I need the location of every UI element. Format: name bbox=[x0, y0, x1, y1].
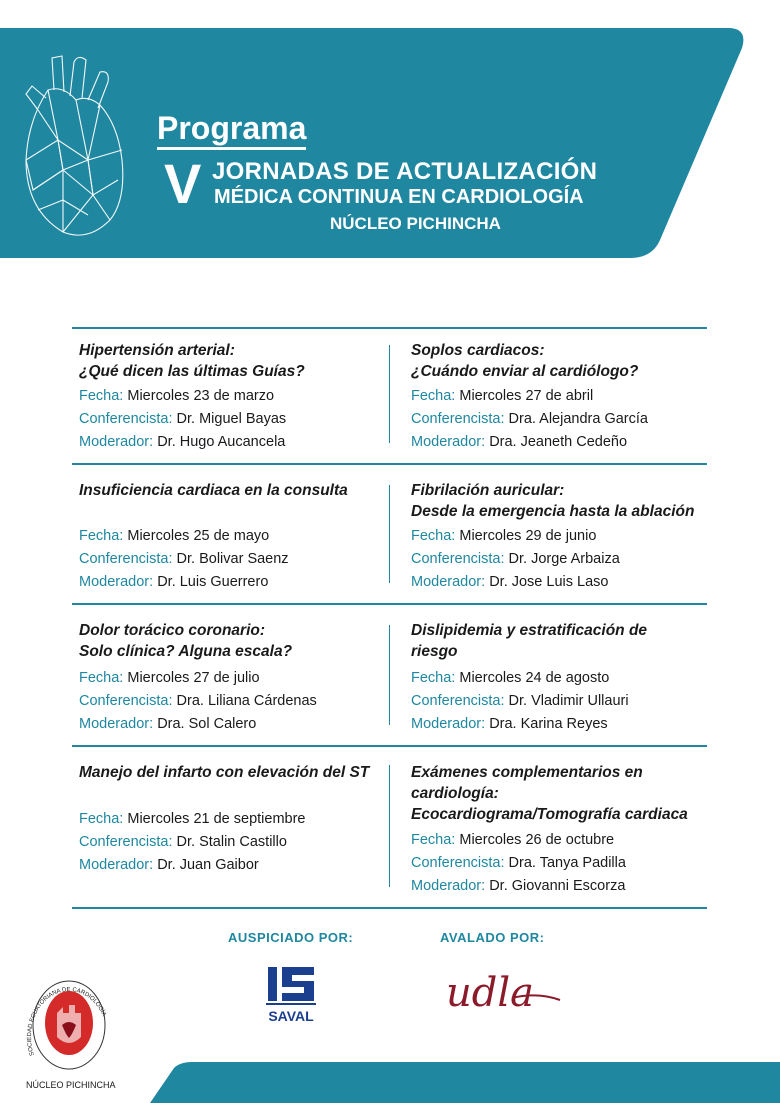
session-title-line: Exámenes complementarios en bbox=[411, 764, 643, 781]
fecha-label: Fecha: bbox=[411, 832, 456, 848]
moderador-value: Dra. Karina Reyes bbox=[489, 716, 608, 732]
moderador-label: Moderador: bbox=[411, 574, 486, 590]
session-title-line: Hipertensión arterial: bbox=[79, 342, 235, 359]
column-divider bbox=[389, 625, 390, 725]
event-title-line1: JORNADAS DE ACTUALIZACIÓN bbox=[212, 158, 598, 185]
divider bbox=[72, 463, 707, 465]
fecha-label: Fecha: bbox=[79, 811, 124, 827]
session-title-line: Manejo del infarto con elevación del ST bbox=[79, 764, 370, 781]
moderador-label: Moderador: bbox=[411, 716, 486, 732]
fecha-value: Miercoles 24 de agosto bbox=[459, 670, 610, 686]
session-title-line: riesgo bbox=[411, 643, 458, 660]
session-card bbox=[79, 762, 384, 877]
divider bbox=[72, 327, 707, 329]
session-card bbox=[411, 762, 716, 898]
moderador-label: Moderador: bbox=[79, 716, 154, 732]
heart-icon bbox=[18, 50, 128, 240]
session-title-line: Insuficiencia cardiaca en la consulta bbox=[79, 482, 348, 499]
conferencista-label: Conferencista: bbox=[79, 693, 173, 709]
conferencista-label: Conferencista: bbox=[411, 855, 505, 871]
column-divider bbox=[389, 765, 390, 887]
conferencista-label: Conferencista: bbox=[411, 551, 505, 567]
fecha-label: Fecha: bbox=[79, 528, 124, 544]
fecha-label: Fecha: bbox=[411, 670, 456, 686]
conferencista-value: Dra. Tanya Padilla bbox=[508, 855, 626, 871]
column-divider bbox=[389, 345, 390, 443]
conferencista-value: Dr. Miguel Bayas bbox=[176, 411, 287, 427]
moderador-value: Dra. Jeaneth Cedeño bbox=[489, 434, 628, 450]
udla-wordmark: udla bbox=[446, 970, 535, 1016]
session-card bbox=[79, 340, 384, 454]
roman-numeral: V bbox=[164, 152, 202, 215]
moderador-label: Moderador: bbox=[411, 434, 486, 450]
session-title-line: Dolor torácico coronario: bbox=[79, 622, 266, 639]
column-divider bbox=[389, 485, 390, 583]
session-card bbox=[411, 620, 716, 736]
conferencista-label: Conferencista: bbox=[411, 693, 505, 709]
avalado-label: AVALADO POR: bbox=[440, 930, 545, 945]
conferencista-value: Dra. Liliana Cárdenas bbox=[176, 693, 317, 709]
conferencista-label: Conferencista: bbox=[79, 411, 173, 427]
conferencista-value: Dr. Bolivar Saenz bbox=[176, 551, 289, 567]
fecha-value: Miercoles 29 de junio bbox=[459, 528, 597, 544]
session-card bbox=[411, 480, 716, 594]
moderador-label: Moderador: bbox=[79, 434, 154, 450]
conferencista-value: Dr. Vladimir Ullauri bbox=[508, 693, 629, 709]
event-title-line2: MÉDICA CONTINUA EN CARDIOLOGÍA bbox=[214, 186, 584, 208]
fecha-value: Miercoles 23 de marzo bbox=[127, 388, 275, 404]
fecha-label: Fecha: bbox=[411, 528, 456, 544]
divider bbox=[72, 745, 707, 747]
session-title-line: ¿Qué dicen las últimas Guías? bbox=[79, 363, 305, 380]
saval-logo bbox=[262, 963, 322, 1025]
udla-logo bbox=[442, 962, 567, 1022]
event-title-line3: NÚCLEO PICHINCHA bbox=[330, 214, 501, 233]
session-title-line: Fibrilación auricular: bbox=[411, 482, 565, 499]
saval-wordmark: SAVAL bbox=[268, 1008, 314, 1024]
moderador-value: Dr. Luis Guerrero bbox=[157, 574, 269, 590]
conferencista-label: Conferencista: bbox=[79, 834, 173, 850]
nucleo-caption: NÚCLEO PICHINCHA bbox=[26, 1080, 116, 1090]
fecha-value: Miercoles 25 de mayo bbox=[127, 528, 270, 544]
programa-title: Programa bbox=[157, 110, 306, 150]
conferencista-value: Dr. Stalin Castillo bbox=[176, 834, 287, 850]
moderador-value: Dra. Sol Calero bbox=[157, 716, 257, 732]
session-title-line: Desde la emergencia hasta la ablación bbox=[411, 503, 695, 520]
session-title-line: Soplos cardiacos: bbox=[411, 342, 545, 359]
moderador-label: Moderador: bbox=[79, 574, 154, 590]
session-card bbox=[79, 620, 384, 736]
session-title-line: Solo clínica? Alguna escala? bbox=[79, 643, 293, 660]
footer-band bbox=[0, 1040, 780, 1103]
conferencista-label: Conferencista: bbox=[411, 411, 505, 427]
session-card bbox=[79, 480, 384, 594]
conferencista-value: Dra. Alejandra García bbox=[508, 411, 648, 427]
fecha-label: Fecha: bbox=[79, 388, 124, 404]
conferencista-label: Conferencista: bbox=[79, 551, 173, 567]
session-title-line: Ecocardiograma/Tomografía cardiaca bbox=[411, 806, 688, 823]
moderador-label: Moderador: bbox=[411, 878, 486, 894]
moderador-value: Dr. Juan Gaibor bbox=[157, 857, 259, 873]
auspiciado-label: AUSPICIADO POR: bbox=[228, 930, 354, 945]
session-title-line: cardiología: bbox=[411, 785, 499, 802]
session-card bbox=[411, 340, 716, 454]
session-title-line: ¿Cuándo enviar al cardiólogo? bbox=[411, 363, 639, 380]
moderador-value: Dr. Jose Luis Laso bbox=[489, 574, 609, 590]
conferencista-value: Dr. Jorge Arbaiza bbox=[508, 551, 620, 567]
fecha-label: Fecha: bbox=[411, 388, 456, 404]
fecha-value: Miercoles 27 de abril bbox=[459, 388, 594, 404]
moderador-value: Dr. Hugo Aucancela bbox=[157, 434, 286, 450]
fecha-value: Miercoles 26 de octubre bbox=[459, 832, 615, 848]
divider bbox=[72, 907, 707, 909]
fecha-value: Miercoles 21 de septiembre bbox=[127, 811, 306, 827]
fecha-label: Fecha: bbox=[79, 670, 124, 686]
moderador-value: Dr. Giovanni Escorza bbox=[489, 878, 626, 894]
fecha-value: Miercoles 27 de julio bbox=[127, 670, 260, 686]
moderador-label: Moderador: bbox=[79, 857, 154, 873]
session-title-line: Dislipidemia y estratificación de bbox=[411, 622, 648, 639]
seal-ring-text: SOCIEDAD ECUATORIANA DE CARDIOLOGÍA bbox=[26, 987, 107, 1057]
divider bbox=[72, 603, 707, 605]
